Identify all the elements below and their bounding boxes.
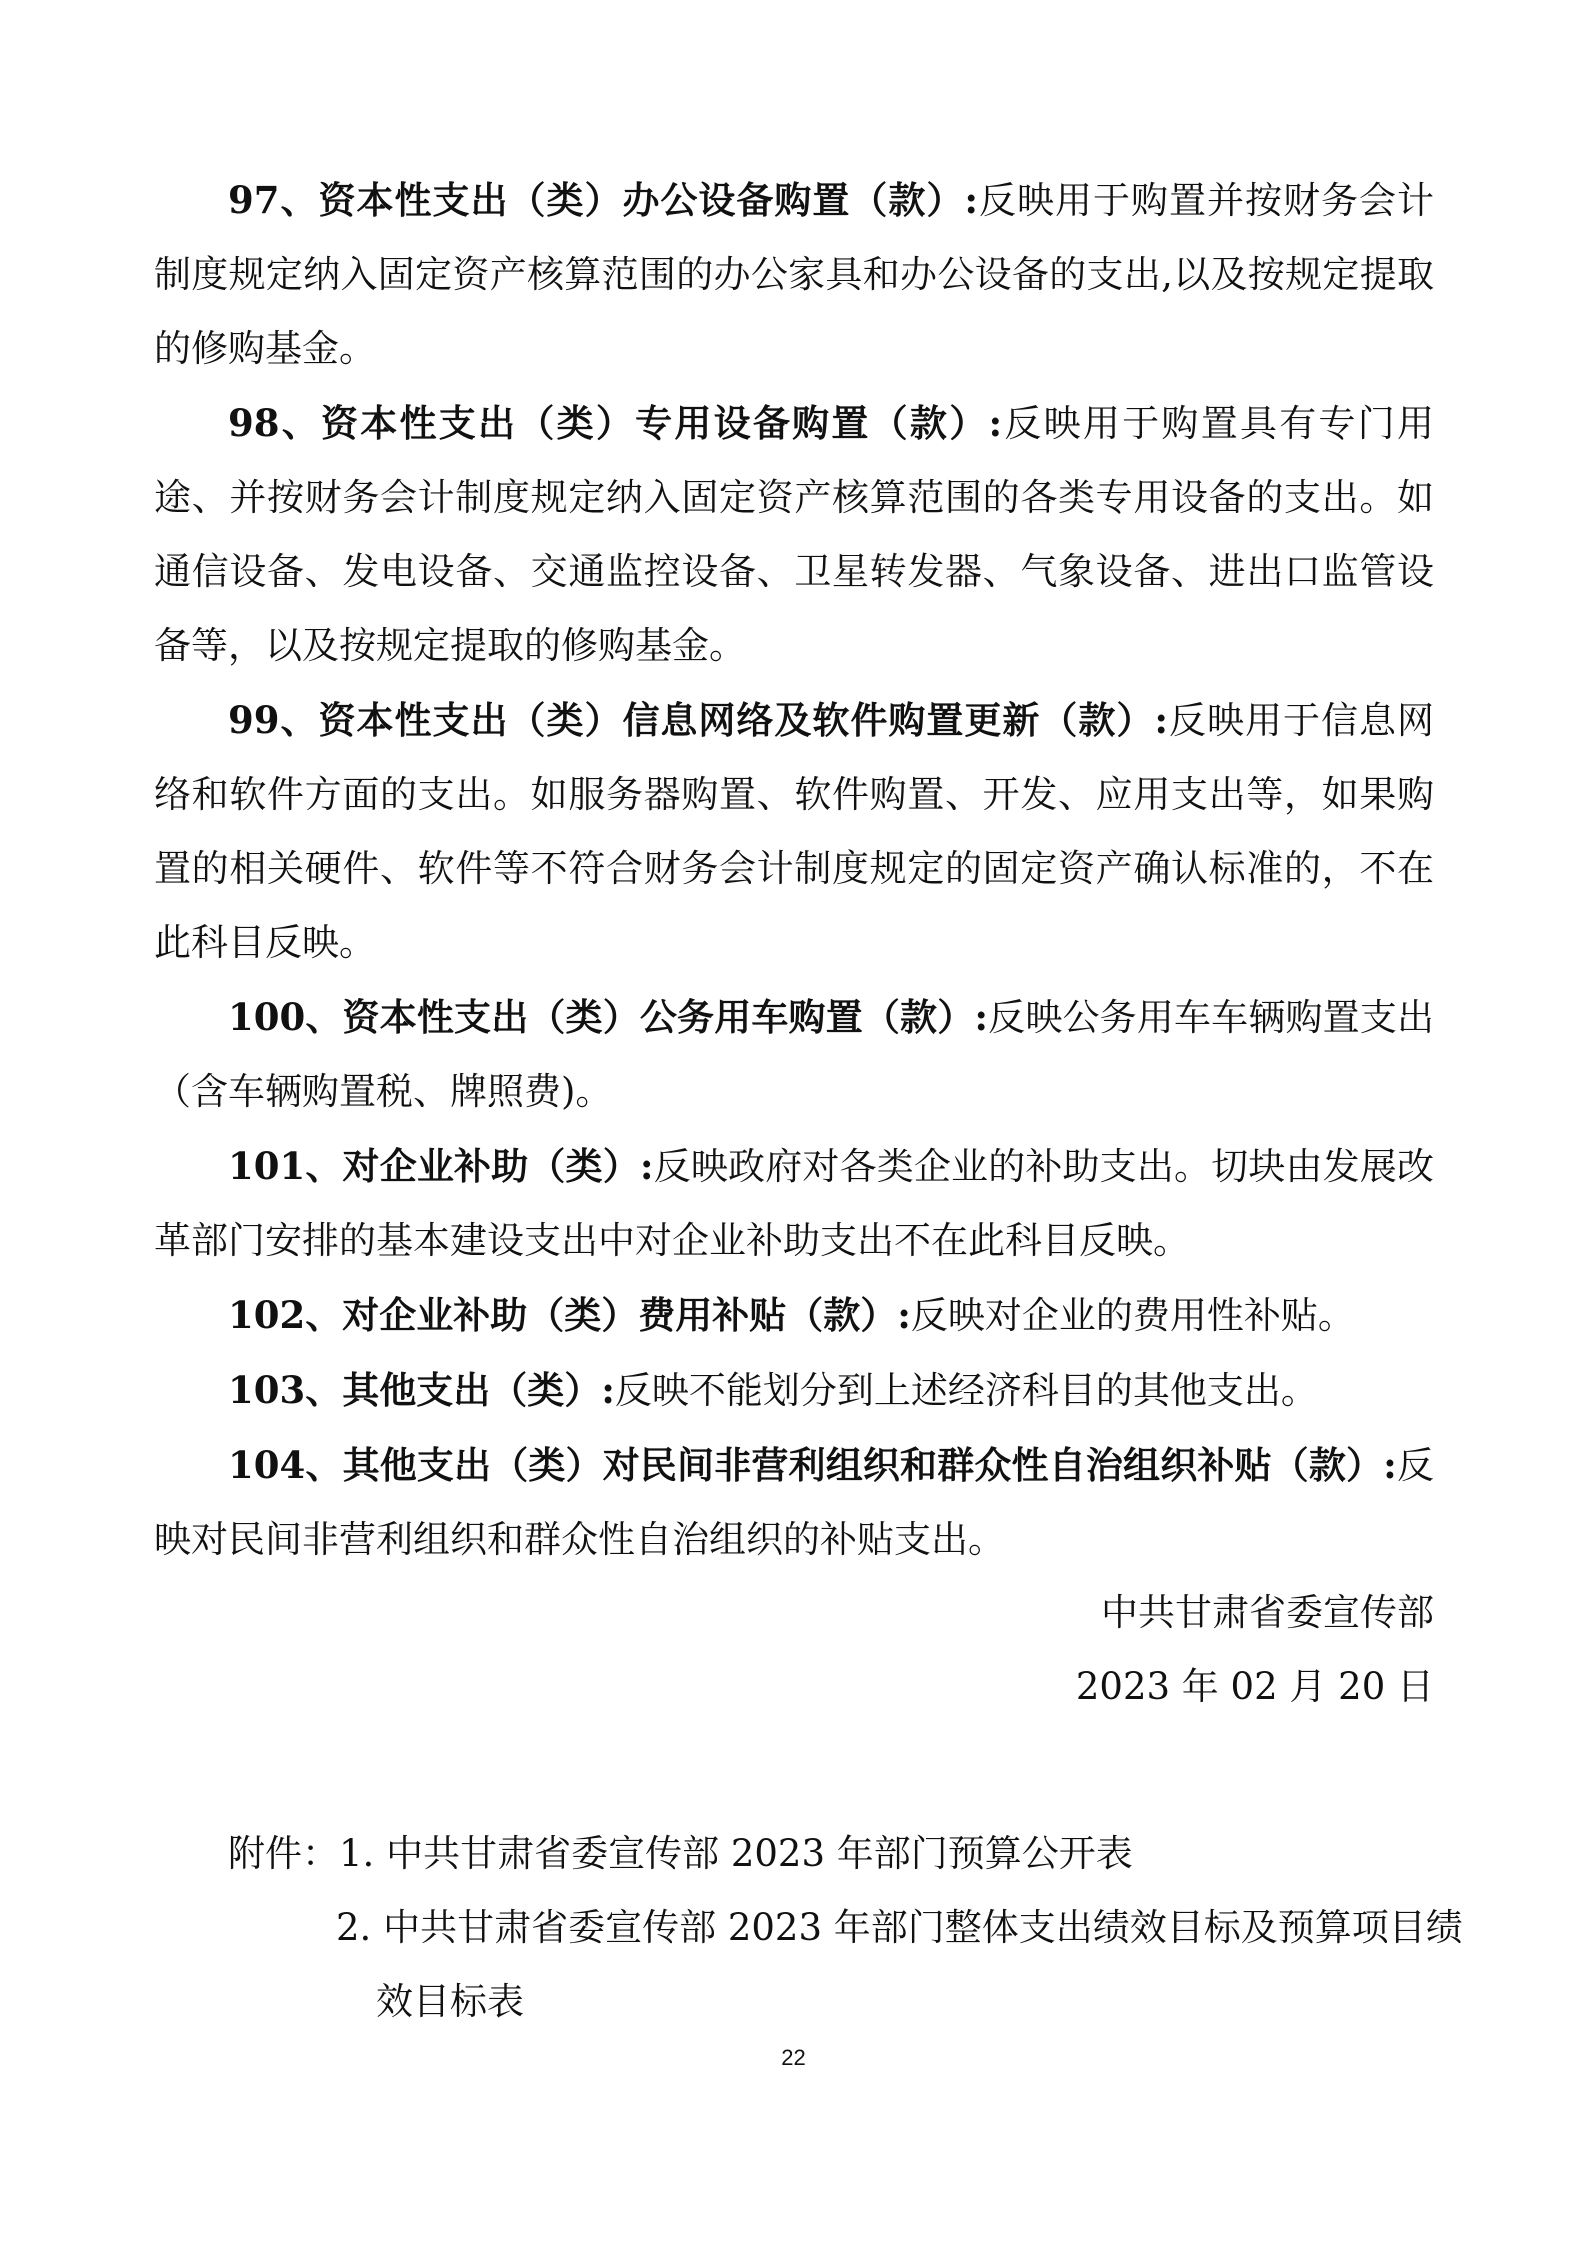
paragraph-98 [154, 386, 1434, 683]
paragraph-body: 反映对民间非营利组织和群众性自治组织的补贴支出。 [154, 1444, 1435, 1561]
attachment-item-1 [228, 1817, 1133, 1891]
paragraph-heading: 99、资本性支出（类）信息网络及软件购置更新（款）: [228, 698, 1169, 742]
paragraph-heading: 101、对企业补助（类）: [228, 1144, 654, 1188]
paragraph-body: 反映不能划分到上述经济科目的其他支出。 [614, 1369, 1318, 1412]
signature-organization: 中共甘肃省委宣传部 [1101, 1591, 1434, 1634]
attachment-label: 附件： [228, 1832, 339, 1875]
paragraph-body: 反映用于购置具有专门用途、并按财务会计制度规定纳入固定资产核算范围的各类专用设备的支出。如通信设备、发电设备、交通监控设备、卫星转发器、气象设备、进出口监管设备等，以及按规定提取的修购基金。 [154, 402, 1435, 667]
paragraph-heading: 104、其他支出（类）对民间非营利组织和群众性自治组织补贴（款）: [228, 1443, 1397, 1487]
paragraph-heading: 97、资本性支出（类）办公设备购置（款）: [228, 178, 979, 222]
page-number: 22 [781, 2045, 806, 2070]
paragraph-heading: 98、资本性支出（类）专用设备购置（款）: [228, 401, 1003, 445]
paragraph-body: 反映公务用车车辆购置支出（含车辆购置税、牌照费)。 [154, 996, 1434, 1113]
paragraph-104 [154, 1428, 1434, 1577]
paragraph-body: 反映对企业的费用性补贴。 [910, 1294, 1355, 1337]
paragraph-99 [154, 683, 1434, 980]
paragraph-body: 反映用于购置并按财务会计制度规定纳入固定资产核算范围的办公家具和办公设备的支出,以及按规定提取的修购基金。 [154, 179, 1435, 370]
attachment-text: 1. 中共甘肃省委宣传部 2023 年部门预算公开表 [339, 1832, 1133, 1875]
paragraph-101 [154, 1129, 1434, 1278]
attachment-item-2: 2. 中共甘肃省委宣传部 2023 年部门整体支出绩效目标及预算项目绩效目标表 [336, 1906, 1463, 2023]
paragraph-heading: 100、资本性支出（类）公务用车购置（款）: [228, 995, 989, 1039]
paragraph-97 [154, 163, 1434, 386]
paragraph-103 [154, 1353, 1434, 1428]
paragraph-body: 反映用于信息网络和软件方面的支出。如服务器购置、软件购置、开发、应用支出等，如果购置的相关硬件、软件等不符合财务会计制度规定的固定资产确认标准的，不在此科目反映。 [154, 699, 1434, 964]
paragraph-heading: 103、其他支出（类）: [228, 1368, 615, 1412]
body-text [154, 163, 1434, 1577]
paragraph-body: 反映政府对各类企业的补助支出。切块由发展改革部门安排的基本建设支出中对企业补助支出不在此科目反映。 [154, 1145, 1434, 1262]
signature-date: 2023 年 02 月 20 日 [1075, 1665, 1434, 1708]
paragraph-heading: 102、对企业补助（类）费用补贴（款）: [228, 1293, 911, 1337]
paragraph-102 [154, 1278, 1434, 1353]
paragraph-100 [154, 980, 1434, 1129]
